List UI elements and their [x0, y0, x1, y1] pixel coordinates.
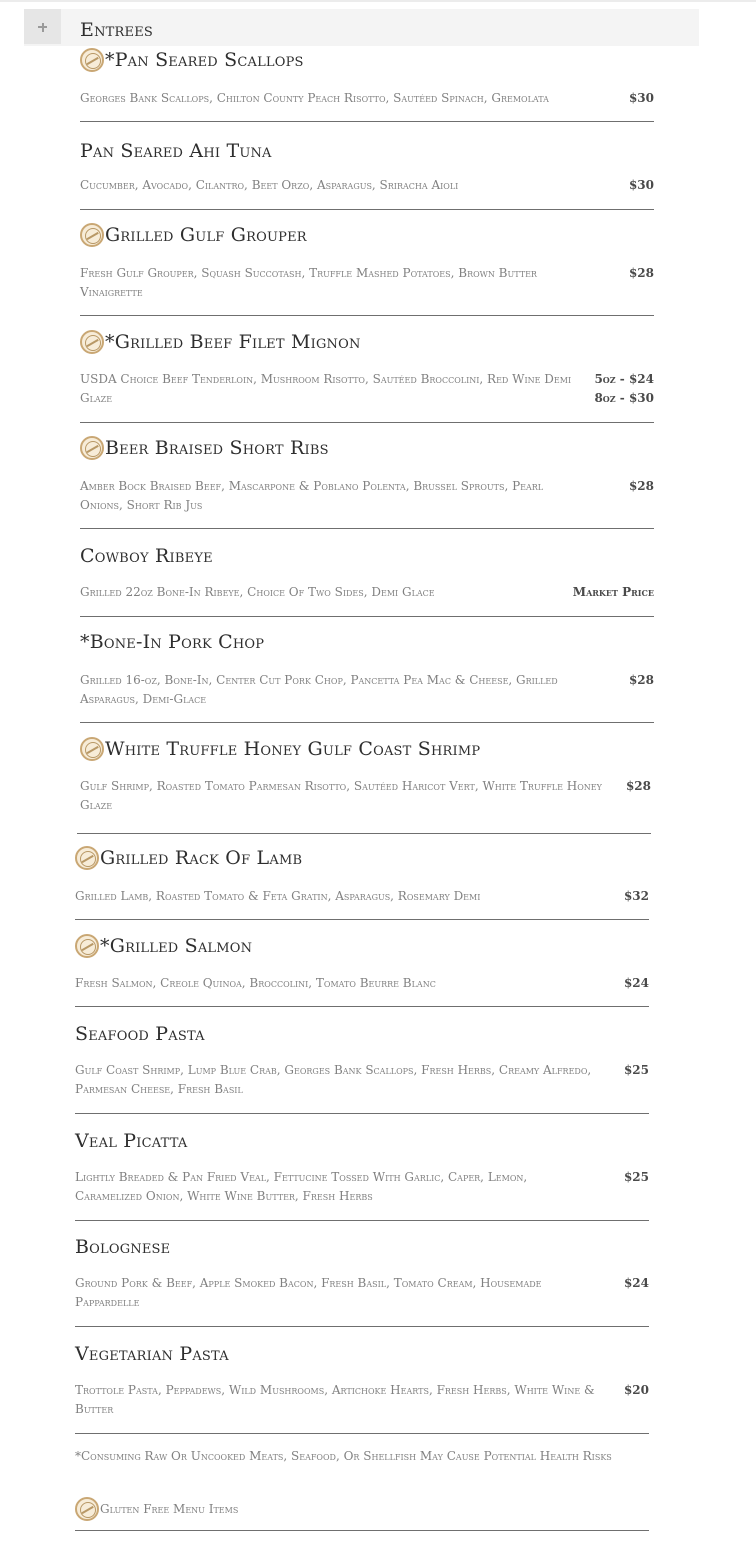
menu-item: [80, 545, 654, 617]
menu-item: [80, 737, 651, 835]
menu-item-description: Georges Bank Scallops, Chilton County Peach Risotto, Sautéed Spinach, Gremolata: [80, 91, 549, 105]
item-divider: [80, 315, 654, 316]
menu-item-description: Lightly Breaded & Pan Fried Veal, Fettucine Tossed With Garlic, Caper, Lemon, Caramelized Onion, White Wine Butter, Fresh Herbs: [75, 1170, 528, 1203]
menu-item-price: $28: [628, 673, 654, 687]
menu-item-description: Fresh Gulf Grouper, Squash Succotash, Truffle Mashed Potatoes, Brown Butter Vinaigrette: [80, 266, 537, 299]
gluten-free-icon: [80, 436, 104, 460]
menu-item-name: [75, 934, 252, 958]
menu-item-title: *Grilled Beef Filet Mignon: [105, 331, 361, 353]
menu-item-description: Grilled 22oz Bone-In Ribeye, Choice Of Two Sides, Demi Glace: [80, 585, 435, 599]
menu-item-title: Pan Seared Ahi Tuna: [80, 140, 272, 162]
section-header[interactable]: [24, 9, 699, 46]
menu-item-name: [80, 330, 361, 354]
menu-item-price: $30: [628, 91, 654, 105]
menu-item-name: [80, 436, 329, 460]
menu-item-name: [80, 737, 480, 761]
menu-item-description: Grilled Lamb, Roasted Tomato & Feta Gratin, Asparagus, Rosemary Demi: [75, 889, 481, 903]
health-notice: *Consuming Raw Or Uncooked Meats, Seafood, Or Shellfish May Cause Potential Health Risks: [75, 1449, 612, 1463]
menu-item: [75, 934, 649, 1008]
menu-item-title: Bolognese: [75, 1236, 171, 1258]
menu-item-name: [75, 1023, 205, 1045]
menu-item-description: USDA Choice Beef Tenderloin, Mushroom Risotto, Sautéed Broccolini, Red Wine Demi Glaze: [80, 372, 572, 405]
menu-item-price: $28: [625, 779, 651, 793]
menu-item-price: $20: [623, 1383, 649, 1397]
menu-item-price: $24: [623, 976, 649, 990]
menu-item-title: Veal Picatta: [75, 1130, 188, 1152]
gluten-free-icon: [80, 330, 104, 354]
plus-icon-stem: [42, 23, 44, 32]
menu-item-description: Amber Bock Braised Beef, Mascarpone & Poblano Polenta, Brussel Sprouts, Pearl Onions, Short Rib Jus: [80, 479, 544, 512]
menu-item-name: [80, 545, 213, 567]
gluten-free-icon: [80, 48, 104, 72]
menu-item: [75, 1130, 649, 1221]
menu-item-title: Grilled Rack Of Lamb: [100, 847, 303, 869]
expand-toggle-button[interactable]: [24, 9, 61, 44]
menu-item-description: Trottole Pasta, Peppadews, Wild Mushrooms, Artichoke Hearts, Fresh Herbs, White Wine & Butter: [75, 1383, 595, 1416]
menu-item-title: Vegetarian Pasta: [75, 1343, 229, 1365]
section-title: Entrees: [80, 19, 153, 41]
menu-item-description: Cucumber, Avocado, Cilantro, Beet Orzo, Asparagus, Sriracha Aioli: [80, 178, 459, 192]
menu-item-price: $28: [628, 479, 654, 493]
menu-item-name: [75, 1130, 187, 1152]
menu-item: [80, 631, 654, 723]
item-divider: [77, 833, 651, 834]
item-divider: [80, 722, 654, 723]
menu-item: [75, 1343, 649, 1434]
menu-item-name: [80, 48, 304, 72]
menu-item-title: *Bone-In Pork Chop: [80, 631, 265, 653]
menu-item-price: 5oz - $24: [594, 372, 654, 386]
gluten-free-icon: [75, 1497, 99, 1521]
menu-item: [80, 223, 654, 316]
gluten-free-icon: [80, 737, 104, 761]
menu-item-title: Grilled Gulf Grouper: [105, 224, 307, 246]
gluten-free-legend: [75, 1497, 238, 1521]
menu-item: [75, 1236, 649, 1327]
menu-item: [75, 846, 649, 920]
menu-item-price-large: 8oz - $30: [594, 391, 654, 405]
gluten-free-icon: [80, 223, 104, 247]
menu-item-price: $24: [623, 1276, 649, 1290]
menu-item-name: [80, 631, 264, 653]
menu-item-title: Seafood Pasta: [75, 1023, 205, 1045]
menu-item-title: Beer Braised Short Ribs: [105, 437, 329, 459]
item-divider: [75, 1113, 649, 1114]
item-divider: [80, 528, 654, 529]
gluten-free-icon: [75, 846, 99, 870]
item-divider: [80, 209, 654, 210]
menu-item: [80, 436, 654, 529]
menu-item-price: $25: [623, 1063, 649, 1077]
menu-item-title: *Grilled Salmon: [100, 935, 253, 957]
item-divider: [75, 1433, 649, 1434]
legend-label: Gluten Free Menu Items: [100, 1502, 239, 1516]
gluten-free-icon: [75, 934, 99, 958]
menu-item-name: [80, 140, 272, 162]
item-divider: [80, 616, 654, 617]
menu-item-name: [75, 846, 302, 870]
menu-item: [80, 330, 654, 423]
menu-item-description: Ground Pork & Beef, Apple Smoked Bacon, Fresh Basil, Tomato Cream, Housemade Pappardelle: [75, 1276, 542, 1309]
menu-item-title: Cowboy Ribeye: [80, 545, 213, 567]
menu-item-price: $32: [623, 889, 649, 903]
menu-item-description: Gulf Shrimp, Roasted Tomato Parmesan Risotto, Sautéed Haricot Vert, White Truffle Honey Glaze: [80, 779, 602, 812]
bottom-divider: [75, 1530, 649, 1531]
menu-item-description: Gulf Coast Shrimp, Lump Blue Crab, Georges Bank Scallops, Fresh Herbs, Creamy Alfredo, Parmesan Cheese, Fresh Basil: [75, 1063, 592, 1096]
item-divider: [75, 1326, 649, 1327]
item-divider: [80, 422, 654, 423]
item-divider: [75, 1220, 649, 1221]
menu-item-name: [75, 1236, 170, 1258]
menu-item-price: $30: [628, 178, 654, 192]
menu-item-description: Fresh Salmon, Creole Quinoa, Broccolini, Tomato Beurre Blanc: [75, 976, 436, 990]
menu-item-name: [80, 223, 307, 247]
menu-item-price: $25: [623, 1170, 649, 1184]
item-divider: [80, 121, 654, 122]
menu-item: [80, 48, 654, 122]
menu-item: [75, 1023, 649, 1114]
menu-item: [80, 138, 654, 210]
menu-item-description: Grilled 16-oz, Bone-In, Center Cut Pork Chop, Pancetta Pea Mac & Cheese, Grilled Asparagus, Demi-Glace: [80, 673, 558, 706]
menu-item-price: $28: [628, 266, 654, 280]
item-divider: [75, 919, 649, 920]
menu-item-name: [75, 1343, 229, 1365]
item-divider: [75, 1006, 649, 1007]
menu-item-title: White Truffle Honey Gulf Coast Shrimp: [105, 738, 481, 760]
top-divider: [0, 0, 756, 2]
menu-item-title: *Pan Seared Scallops: [105, 49, 304, 71]
menu-item-price: Market Price: [572, 585, 654, 599]
